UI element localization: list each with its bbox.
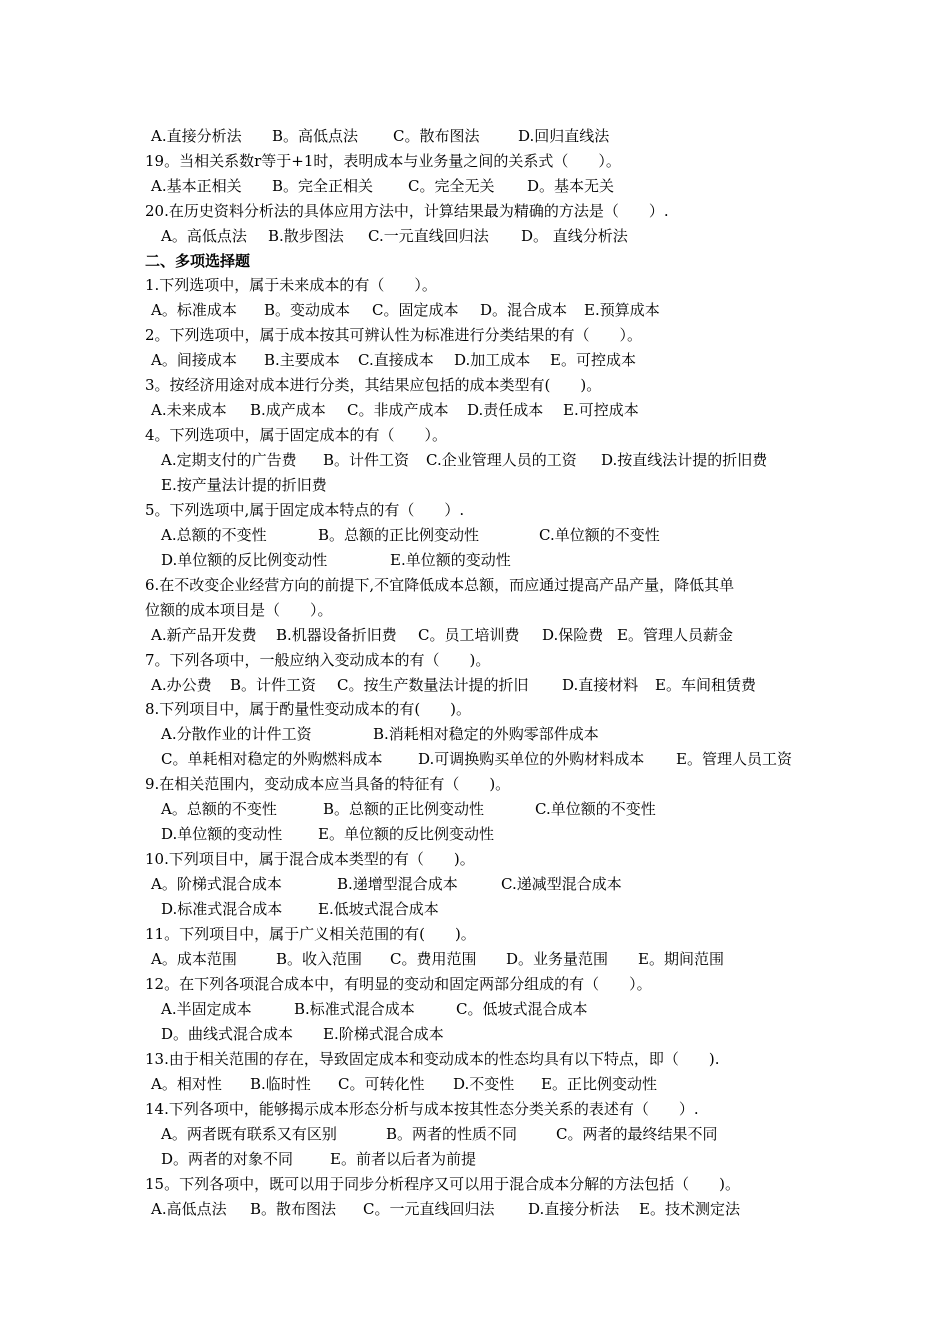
option-c: C。固定成本	[372, 301, 459, 319]
option-a: A。阶梯式混合成本	[151, 875, 282, 893]
question-m2: 2。下列选项中，属于成本按其可辨认性为标准进行分类结果的有（ ）。	[145, 326, 643, 344]
option-b: B.成产成本	[250, 401, 326, 419]
option-b: B。变动成本	[264, 301, 351, 319]
option-e: E.预算成本	[584, 301, 660, 319]
option-b: B。完全正相关	[272, 177, 374, 195]
option-a: A.总额的不变性	[161, 526, 267, 544]
option-a: A.办公费	[151, 676, 212, 694]
question-m12: 12。在下列各项混合成本中，有明显的变动和固定两部分组成的有（ ）。	[145, 975, 652, 993]
question-m13: 13.由于相关范围的存在，导致固定成本和变动成本的性态均具有以下特点，即（ ).	[145, 1050, 720, 1068]
question-m5: 5。下列选项中,属于固定成本特点的有（ ）.	[145, 501, 465, 519]
option-d: D。曲线式混合成本	[161, 1025, 294, 1043]
option-d: D。两者的对象不同	[161, 1150, 294, 1168]
option-c: C。可转化性	[338, 1075, 425, 1093]
option-d: D.直接材料	[562, 676, 639, 694]
question-m11: 11。下列项目中，属于广义相关范围的有( )。	[145, 925, 476, 943]
option-a: A。间接成本	[151, 351, 237, 369]
option-c: C。一元直线回归法	[363, 1200, 495, 1218]
question-m14: 14.下列各项中，能够揭示成本形态分析与成本按其性态分类关系的表述有（ ）.	[145, 1100, 699, 1118]
option-e: E。单位额的反比例变动性	[318, 825, 494, 843]
option-d: D。基本无关	[527, 177, 615, 195]
option-a: A.定期支付的广告费	[161, 451, 297, 469]
option-a: A。两者既有联系又有区别	[161, 1125, 337, 1143]
option-a: A。总额的不变性	[161, 800, 277, 818]
question-19: 19。当相关系数r等于+1时，表明成本与业务量之间的关系式（ ）。	[145, 152, 621, 170]
option-b: B.主要成本	[264, 351, 340, 369]
question-m6: 6.在不改变企业经营方向的前提下,不宜降低成本总额，而应通过提高产品产量，降低其单	[145, 576, 735, 594]
option-b: B。收入范围	[276, 950, 363, 968]
option-a: A.未来成本	[151, 401, 227, 419]
option-c: C。非成产成本	[347, 401, 449, 419]
option-a: A.半固定成本	[161, 1000, 252, 1018]
option-b: B。总额的正比例变动性	[323, 800, 485, 818]
question-m15: 15。下列各项中，既可以用于同步分析程序又可以用于混合成本分解的方法包括（ )。	[145, 1175, 740, 1193]
question-20: 20.在历史资料分析法的具体应用方法中，计算结果最为精确的方法是（ ）.	[145, 202, 669, 220]
option-d: D.不变性	[453, 1075, 515, 1093]
option-c: C。散布图法	[393, 127, 480, 145]
option-e: E。技术测定法	[639, 1200, 740, 1218]
option-c: C。按生产数量法计提的折旧	[337, 676, 529, 694]
option-c: C。完全无关	[408, 177, 495, 195]
option-e: E。车间租赁费	[655, 676, 756, 694]
option-c: C。两者的最终结果不同	[556, 1125, 718, 1143]
option-e: E.按产量法计提的折旧费	[161, 476, 327, 494]
option-c: C。单耗相对稳定的外购燃料成本	[161, 750, 383, 768]
option-b: B.机器设备折旧费	[276, 626, 397, 644]
question-m3: 3。按经济用途对成本进行分类，其结果应包括的成本类型有( )。	[145, 376, 602, 394]
option-d: D.单位额的反比例变动性	[161, 551, 328, 569]
section-heading: 二、多项选择题	[145, 252, 251, 270]
option-d: D.直接分析法	[528, 1200, 620, 1218]
option-d: D.单位额的变动性	[161, 825, 283, 843]
option-d: D.可调换购买单位的外购材料成本	[418, 750, 645, 768]
option-e: E。管理人员工资	[676, 750, 792, 768]
option-e: E。正比例变动性	[541, 1075, 657, 1093]
question-m7: 7。下列各项中，一般应纳入变动成本的有（ )。	[145, 651, 491, 669]
option-d: D。混合成本	[480, 301, 568, 319]
option-e: E。可控成本	[550, 351, 636, 369]
option-c: C.单位额的不变性	[539, 526, 660, 544]
question-m1: 1.下列选项中，属于未来成本的有（ ）。	[145, 276, 437, 294]
option-d: D.责任成本	[467, 401, 544, 419]
option-e: E。管理人员薪金	[617, 626, 733, 644]
option-a: A.分散作业的计件工资	[161, 725, 312, 743]
option-c: C。费用范围	[390, 950, 477, 968]
option-d: D.加工成本	[454, 351, 531, 369]
option-a: A.高低点法	[151, 1200, 227, 1218]
option-b: B。两者的性质不同	[386, 1125, 518, 1143]
option-c: C.企业管理人员的工资	[426, 451, 577, 469]
option-c: C。员工培训费	[418, 626, 520, 644]
option-c: C.一元直线回归法	[368, 227, 489, 245]
option-b: B.标准式混合成本	[294, 1000, 415, 1018]
option-d: D.回归直线法	[518, 127, 610, 145]
option-b: B。计件工资	[230, 676, 317, 694]
option-c: C。低坡式混合成本	[456, 1000, 588, 1018]
option-e: E.可控成本	[563, 401, 639, 419]
option-e: E。期间范围	[638, 950, 724, 968]
option-d: D。 直线分析法	[521, 227, 628, 245]
option-e: E.低坡式混合成本	[318, 900, 439, 918]
option-b: B。总额的正比例变动性	[318, 526, 480, 544]
question-m9: 9.在相关范围内，变动成本应当具备的特征有（ )。	[145, 775, 511, 793]
option-a: A.基本正相关	[151, 177, 242, 195]
option-e: E.阶梯式混合成本	[323, 1025, 444, 1043]
option-d: D.保险费	[542, 626, 604, 644]
option-b: B.消耗相对稳定的外购零部件成本	[373, 725, 599, 743]
option-c: C.单位额的不变性	[535, 800, 656, 818]
option-c: C.直接成本	[358, 351, 434, 369]
option-d: D.标准式混合成本	[161, 900, 283, 918]
option-d: D.按直线法计提的折旧费	[601, 451, 768, 469]
option-d: D。业务量范围	[506, 950, 609, 968]
option-b: B.散步图法	[268, 227, 344, 245]
question-m10: 10.下列项目中，属于混合成本类型的有（ )。	[145, 850, 475, 868]
question-m4: 4。下列选项中，属于固定成本的有（ ）。	[145, 426, 448, 444]
option-a: A.新产品开发费	[151, 626, 257, 644]
option-a: A。高低点法	[161, 227, 247, 245]
option-row-m15	[0, 1199, 740, 1339]
option-e: E.单位额的变动性	[390, 551, 511, 569]
option-a: A。标准成本	[151, 301, 237, 319]
question-m8: 8.下列项目中，属于酌量性变动成本的有( )。	[145, 700, 472, 718]
option-b: B。高低点法	[272, 127, 359, 145]
option-c: C.递减型混合成本	[501, 875, 622, 893]
option-b: B.临时性	[250, 1075, 311, 1093]
option-b: B。散布图法	[250, 1200, 337, 1218]
option-b: B。计件工资	[323, 451, 410, 469]
question-m6-cont: 位额的成本项目是（ ）。	[145, 601, 333, 619]
option-b: B.递增型混合成本	[337, 875, 458, 893]
option-a: A.直接分析法	[151, 127, 242, 145]
option-a: A。相对性	[151, 1075, 222, 1093]
option-a: A。成本范围	[151, 950, 237, 968]
option-e: E。前者以后者为前提	[330, 1150, 476, 1168]
